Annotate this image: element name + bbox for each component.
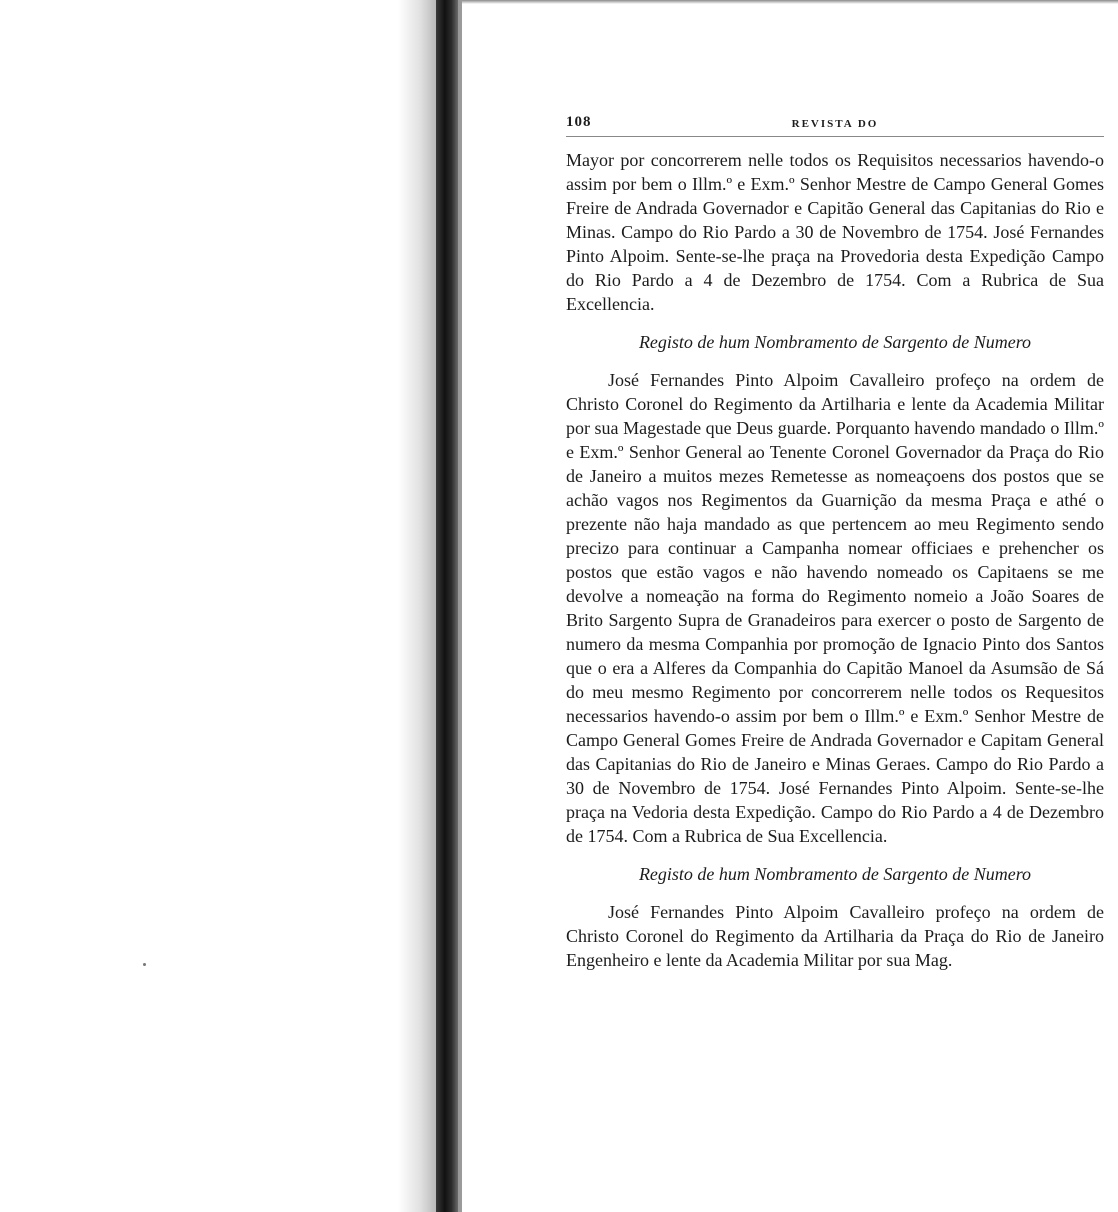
page-header xyxy=(566,110,1104,137)
paragraph-nomination-2: José Fernandes Pinto Alpoim Cavalleiro profeço na ordem de Christo Coronel do Regimento da Artilharia da Praça do Rio de Janeiro Engenheiro e lente da Academia Militar por sua Mag. xyxy=(566,902,1104,970)
page-number: 108 xyxy=(566,114,592,130)
book-spine xyxy=(436,0,458,1212)
paragraph-nomination-1: José Fernandes Pinto Alpoim Cavalleiro profeço na ordem de Christo Coronel do Regimento da Artilharia e lente da Academia Militar por sua Magestade que Deus guarde. Porquanto havendo mandado o Illm.º e Exm.º Senhor General ao Tenente Coronel Governador da Praça do Rio de Janeiro a muitos mezes Remetesse as nomeaçoens dos postos que se achão vagos nos Regimentos da Guarnição da mesma Praça e athé o prezente não haja mandado as que pertencem ao meu Regimento sendo precizo para continuar a Campanha nomear officiaes e prehencher os postos que estão vagos e não havendo nomeado os Capitaens se me devolve a nomeação na forma do Regimento nomeio a João Soares de Brito Sargento Supra de Granadeiros para exercer o posto de Sargento de numero da mesma Companhia por promoção de Ignacio Pinto dos Santos que o era a Alferes da Companhia do Capitão Manoel da Asumsão de Sá do meu mesmo Regimento por concorrerem nelle todos os Requesitos necessarios havendo-o assim por bem o Illm.º e Exm.º Senhor Mestre de Campo General Gomes Freire de Andrada Governador e Capitam General das Capitanias do Rio de Janeiro e Minas Geraes. Campo do Rio Pardo a 30 de Novembro de 1754. José Fernandes Pinto Alpoim. Sente-se-lhe praça na Vedoria desta Expedição. Campo do Rio Pardo a 4 de Dezembro de 1754. Com a Rubrica de Sua Excellencia. xyxy=(566,370,1104,846)
section-heading-2: Registo de hum Nombramento de Sargento de Numero xyxy=(638,864,1032,884)
running-title: REVISTA DO xyxy=(791,118,879,130)
spine-shadow xyxy=(398,0,438,1212)
section-heading-1: Registo de hum Nombramento de Sargento de Numero xyxy=(638,332,1032,352)
scan-speck xyxy=(143,963,146,966)
page-top-edge xyxy=(462,0,1118,4)
book-page xyxy=(566,110,1104,972)
paragraph-continuation: Mayor por concorrerem nelle todos os Requisitos necessarios havendo-o assim por bem o Illm.º e Exm.º Senhor Mestre de Campo General Gomes Freire de Andrada Governador e Capitão General das Capitanias do Rio e Minas. Campo do Rio Pardo a 30 de Novembro de 1754. José Fernandes Pinto Alpoim. Sente-se-lhe praça na Provedoria desta Expedição Campo do Rio Pardo a 4 de Dezembro de 1754. Com a Rubrica de Sua Excellencia. xyxy=(566,150,1104,314)
spine-edge xyxy=(458,0,462,1212)
